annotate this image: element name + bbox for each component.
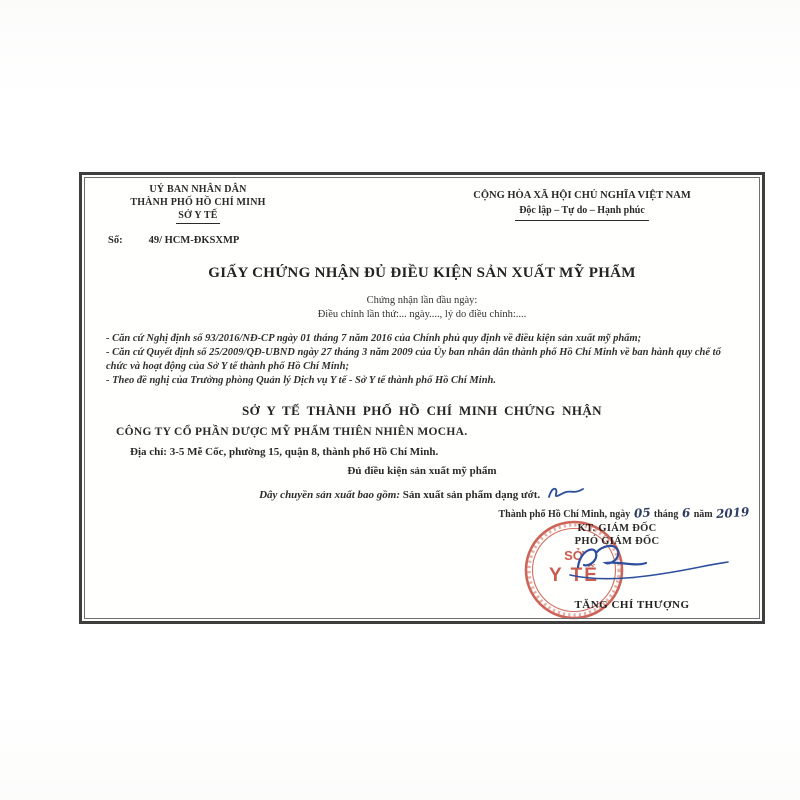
certificate-subtitles <box>82 294 762 321</box>
signer-name: TĂNG CHÍ THƯỢNG <box>574 599 690 611</box>
number-label: Số: <box>108 235 123 246</box>
subtitle-adjustment: Điều chỉnh lần thứ:... ngày...., lý do điều chỉnh:.... <box>317 308 527 320</box>
national-block <box>432 188 732 221</box>
legal-recitals <box>106 332 728 388</box>
production-line <box>82 482 762 502</box>
subtitle-first-issue: Chứng nhận lần đầu ngày: <box>366 295 478 306</box>
month-label: tháng <box>653 509 679 520</box>
handwritten-day: 05 <box>633 505 651 521</box>
approval-scribble-icon <box>545 482 585 502</box>
stamp-text-main: Y TẾ <box>549 565 599 586</box>
place-date-line <box>482 506 767 520</box>
year-label: năm <box>693 509 713 520</box>
production-line-label: Dây chuyền sản xuất bao gồm: <box>259 489 400 501</box>
signer-title-kt: KT. GIÁM ĐỐC <box>577 523 657 534</box>
recital-item: - Theo đề nghị của Trưởng phòng Quản lý Dịch vụ Y tế - Sở Y tế thành phố Hồ Chí Minh. <box>106 374 496 386</box>
handwritten-year: 2019 <box>715 504 750 522</box>
company-address: Địa chỉ: 3-5 Mễ Cốc, phường 15, quận 8, thành phố Hồ Chí Minh. <box>130 446 439 458</box>
certify-heading: SỞ Y TẾ THÀNH PHỐ HỒ CHÍ MINH CHỨNG NHẬN <box>242 403 602 418</box>
signer-title-deputy: PHÓ GIÁM ĐỐC <box>574 536 660 547</box>
recital-item: - Căn cứ Quyết định số 25/2009/QĐ-UBND ngày 27 tháng 3 năm 2009 của Ủy ban nhân dân thành phố Hồ Chí Minh về ban hành quy chế tổ chức và hoạt động của Sở Y tế thành phố Hồ Chí Minh; <box>106 347 721 372</box>
certificate-number <box>108 235 239 246</box>
national-motto: Độc lập – Tự do – Hạnh phúc <box>432 203 732 221</box>
production-line-value: Sản xuất sản phẩm dạng ướt. <box>402 489 541 501</box>
signature-scribble-icon <box>550 537 730 589</box>
recital-item: - Căn cứ Nghị định số 93/2016/NĐ-CP ngày 01 tháng 7 năm 2016 của Chính phủ quy định về điều kiện sản xuất mỹ phẩm; <box>106 333 642 344</box>
place-date-prefix: Thành phố Hồ Chí Minh, ngày <box>498 509 631 520</box>
company-name: CÔNG TY CỔ PHẦN DƯỢC MỸ PHẨM THIÊN NHIÊN MOCHA. <box>116 426 468 438</box>
number-value: 49/ HCM-ĐKSXMP <box>148 235 240 246</box>
stamp-text-top: SỞ <box>564 548 584 563</box>
issuer-block <box>98 183 298 224</box>
certificate-frame <box>79 172 765 624</box>
issuer-line-3: SỞ Y TẾ <box>98 209 298 224</box>
national-line-1: CỘNG HÒA XÃ HỘI CHỦ NGHĨA VIỆT NAM <box>473 190 691 201</box>
issuer-line-2: THÀNH PHỐ HỒ CHÍ MINH <box>130 197 266 208</box>
issuer-line-1: UỶ BAN NHÂN DÂN <box>149 184 247 195</box>
certificate-title: GIẤY CHỨNG NHẬN ĐỦ ĐIỀU KIỆN SẢN XUẤT MỸ PHẨM <box>208 265 636 281</box>
eligibility-statement: Đủ điều kiện sản xuất mỹ phẩm <box>347 465 497 477</box>
handwritten-month: 6 <box>681 505 691 521</box>
